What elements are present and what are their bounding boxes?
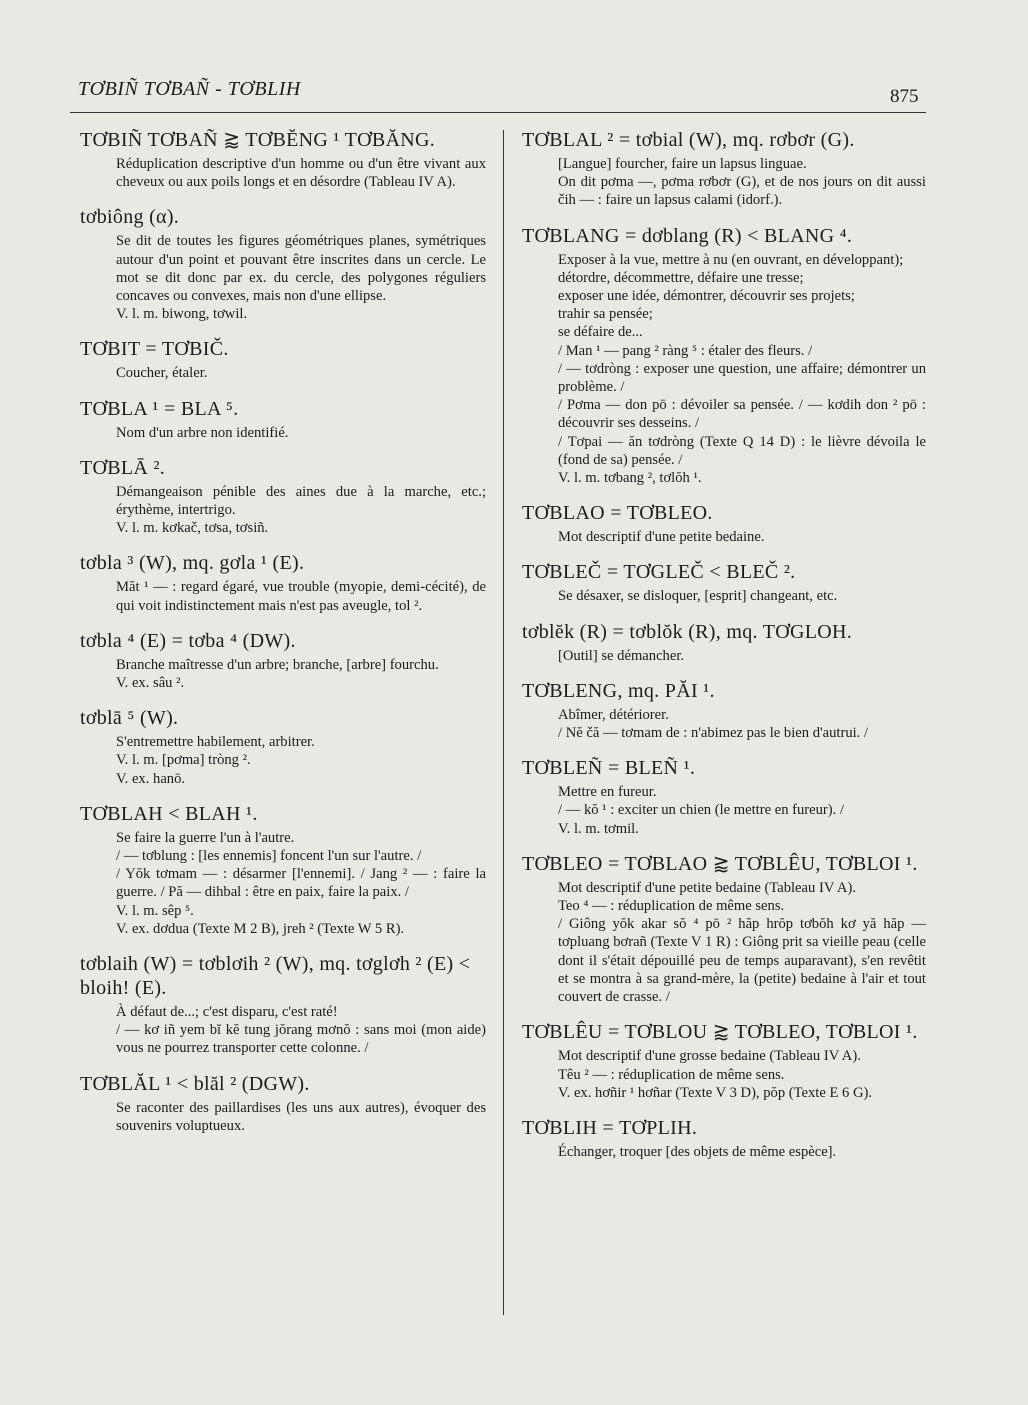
entry-spacer [522, 546, 926, 560]
entry-definition-line: V. ex. hanō. [116, 770, 186, 787]
entry-spacer [80, 615, 486, 629]
entry-definition-line: détordre, décommettre, défaire une tresse; [558, 269, 804, 286]
entry-definition-line: Abîmer, détériorer. [558, 706, 669, 723]
entry-definition-line: Branche maîtresse d'un arbre; branche, [arbre] fourchu. [116, 656, 439, 673]
entry-definition-line: exposer une idée, démontrer, découvrir ses projets; [558, 288, 855, 305]
entry-definition-line: V. l. m. sêp ⁵. [116, 902, 194, 919]
entry-definition-line: Mot descriptif d'une grosse bedaine (Tableau IV A). [558, 1048, 861, 1065]
entry-definition-line: S'entremettre habilement, arbitrer. [116, 734, 315, 751]
entry-headword: tơbiông (α). [80, 206, 180, 229]
dictionary-entry [80, 802, 486, 938]
entry-headword: TƠBLEO = TƠBLAO ⪆ TƠBLÊU, TƠBLOI ¹. [522, 852, 918, 875]
entry-headword: tơblaih (W) = tơblơih ² (W), mq. tơglơh ² (E) < bloih! (E). [80, 953, 471, 1000]
dictionary-entry [522, 620, 926, 665]
entry-spacer [522, 1006, 926, 1020]
dictionary-entry [80, 128, 486, 191]
entry-headword: TƠBLA ¹ = BLA ⁵. [80, 397, 239, 420]
entry-definition-line: / — tơdròng : exposer une question, une affaire; démontrer un problème. / [558, 360, 926, 396]
entry-definition-line: Coucher, étaler. [116, 365, 208, 382]
entry-spacer [522, 606, 926, 620]
right-column [522, 128, 926, 1175]
entry-spacer [522, 210, 926, 224]
entry-definition-line: Démangeaison pénible des aines due à la marche, etc.; érythème, intertrigo. [116, 483, 486, 519]
entry-definition-line: Échanger, troquer [des objets de même espèce]. [558, 1143, 837, 1160]
dictionary-entry [80, 629, 486, 692]
entry-definition-line: / — kŏ ¹ : exciter un chien (le mettre en fureur). / [558, 802, 845, 819]
entry-definition-line: V. l. m. kơkač, tơsa, tơsiñ. [116, 520, 269, 537]
entry-definition-line: V. ex. sâu ². [116, 675, 185, 692]
entry-definition-line: Se faire la guerre l'un à l'autre. [116, 829, 295, 846]
entry-definition-line: [Langue] fourcher, faire un lapsus linguae. [558, 156, 807, 172]
dictionary-entry [80, 551, 486, 614]
entry-definition-line: V. ex. hơñir ¹ hơñar (Texte V 3 D), pŏp (Texte E 6 G). [558, 1084, 873, 1101]
dictionary-entry [80, 706, 486, 788]
entry-headword: TƠBLANG = dơblang (R) < BLANG ⁴. [522, 224, 853, 247]
entry-spacer [522, 742, 926, 756]
dictionary-entry [80, 456, 486, 538]
entry-definition-line: Exposer à la vue, mettre à nu (en ouvrant, en développant); [558, 251, 904, 268]
entry-definition-line: / Tơpai — ăn tơdròng (Texte Q 14 D) : le lièvre dévoila le (fond de sa) pensée. / [558, 433, 926, 468]
entry-headword: tơblĕk (R) = tơblŏk (R), mq. TƠGLOH. [522, 620, 853, 643]
entry-definition-line: / Nĕ čă — tơmam de : n'abimez pas le bien d'autrui. / [558, 725, 869, 742]
dictionary-entry [80, 397, 486, 442]
entry-spacer [522, 665, 926, 679]
entry-headword: TƠBLEÑ = BLEÑ ¹. [522, 757, 696, 780]
entry-headword: TƠBLAH < BLAH ¹. [80, 802, 258, 825]
entry-definition-line: / Man ¹ — pang ² ràng ⁵ : étaler des fleurs. / [558, 342, 813, 359]
page-number: 875 [890, 86, 919, 107]
entry-definition-line: se défaire de... [558, 324, 643, 341]
entry-definition-line: [Outil] se démancher. [558, 647, 685, 664]
entry-headword: TƠBLAO = TƠBLEO. [522, 502, 713, 525]
entry-definition-line: / — tơblung : [les ennemis] foncent l'un sur l'autre. / [116, 848, 422, 865]
entry-headword: TƠBLIH = TƠPLIH. [522, 1116, 698, 1139]
dictionary-entry [522, 756, 926, 838]
entry-definition-line: Nom d'un arbre non identifié. [116, 424, 289, 441]
column-divider [503, 130, 504, 1315]
entry-headword: tơbla ³ (W), mq. gơla ¹ (E). [80, 552, 305, 575]
entry-definition-line: Mot descriptif d'une petite bedaine. [558, 529, 765, 546]
entry-headword: TƠBLAL ² = tơbial (W), mq. rơbơr (G). [522, 129, 855, 151]
dictionary-entry [522, 224, 926, 488]
entry-spacer [522, 1161, 926, 1175]
entry-definition-line: / Pơma — don pō : dévoiler sa pensée. / — kơdih don ² pō : découvrir ses desseins. / [558, 397, 926, 432]
entry-spacer [80, 938, 486, 952]
entry-definition-line: Măt ¹ — : regard égaré, vue trouble (myopie, demi-cécité), de qui voit indistinctement mais n'est pas aveugle, tol ². [116, 579, 486, 614]
running-head: TƠBIÑ TƠBAÑ - TƠBLIH [78, 78, 301, 100]
entry-definition-line: trahir sa pensée; [558, 306, 653, 323]
entry-headword: tơbla ⁴ (E) = tơba ⁴ (DW). [80, 629, 296, 652]
entry-spacer [80, 1058, 486, 1072]
entry-spacer [522, 1102, 926, 1116]
entry-headword: TƠBLENG, mq. PĂI ¹. [522, 679, 715, 702]
dictionary-entry [80, 1072, 486, 1135]
dictionary-entry [80, 337, 486, 382]
entry-spacer [80, 383, 486, 397]
entry-headword: TƠBLÊU = TƠBLOU ⪆ TƠBLEO, TƠBLOI ¹. [522, 1021, 918, 1044]
entry-spacer [522, 838, 926, 852]
left-column [80, 128, 486, 1149]
dictionary-entry [522, 852, 926, 1006]
entry-definition-line: / Giông yŏk akar sŏ ⁴ pō ² hăp hrŏp tơbŏh kơ yă hăp — tơpluang bơrañ (Texte V 1 R) : Giông prit sa vieille peau (celle dont il s'était dépouillé peu de temps auparavant), s'en revêtit et se montra à sa grand-mère, la (petite) bedaine à l'air et tout couvert de crasse. / [558, 916, 926, 1006]
entry-definition-line: Têu ² — : réduplication de même sens. [558, 1066, 785, 1083]
header-rule [70, 112, 926, 113]
entry-definition-line: Se dit de toutes les figures géométriques planes, symétriques autour d'un point et pouvant être inscrites dans un cercle. Le mot se dit donc par ex. du cercle, des polygones réguliers concaves ou convexes, mais non d'une ellipse. [116, 233, 486, 305]
entry-definition-line: V. l. m. tơmil. [558, 820, 639, 837]
entry-spacer [522, 487, 926, 501]
dictionary-entry [80, 952, 486, 1058]
entry-spacer [80, 692, 486, 706]
entry-definition-line: / Yŏk tơmam — : désarmer [l'ennemi]. / Jang ² — : faire la guerre. / Pă — dihbal : être en paix, faire la paix. / [116, 866, 486, 901]
entry-definition-line: Teo ⁴ — : réduplication de même sens. [558, 898, 785, 915]
entry-definition-line: À défaut de...; c'est disparu, c'est raté! [116, 1004, 338, 1021]
entry-spacer [80, 537, 486, 551]
entry-definition-line: Mot descriptif d'une petite bedaine (Tableau IV A). [558, 879, 856, 896]
entry-spacer [80, 442, 486, 456]
entry-definition-line: Mettre en fureur. [558, 784, 657, 801]
dictionary-entry [522, 679, 926, 742]
entry-definition-line: V. l. m. [pơma] tròng ². [116, 752, 251, 769]
entry-spacer [80, 191, 486, 205]
dictionary-entry [80, 205, 486, 323]
dictionary-entry [522, 128, 926, 210]
entry-definition-line: V. ex. dơdua (Texte M 2 B), jreh ² (Texte W 5 R). [116, 920, 405, 937]
entry-headword: TƠBLEČ = TƠGLEČ < BLEČ ². [522, 561, 796, 584]
entry-definition-line: V. l. m. biwong, tơwil. [116, 306, 248, 323]
entry-headword: tơblā ⁵ (W). [80, 707, 179, 730]
entry-definition-line: Se désaxer, se disloquer, [esprit] changeant, etc. [558, 588, 838, 605]
entry-definition-line: On dit pơma —, pơma rơbơr (G), et de nos jours on dit aussi čih — : faire un lapsus calami (idorf.). [558, 174, 926, 209]
dictionary-entry [522, 1020, 926, 1102]
entry-definition-line: Réduplication descriptive d'un homme ou d'un être vivant aux cheveux ou aux poils longs et en désordre (Tableau IV A). [116, 156, 486, 191]
dictionary-entry [522, 560, 926, 605]
entry-headword: TƠBIT = TƠBIČ. [80, 338, 229, 361]
entry-spacer [80, 788, 486, 802]
entry-headword: TƠBIÑ TƠBAÑ ⪆ TƠBĔNG ¹ TƠBĂNG. [80, 129, 436, 151]
entry-headword: TƠBLĂL ¹ < blăl ² (DGW). [80, 1072, 310, 1095]
entry-spacer [80, 323, 486, 337]
entry-definition-line: Se raconter des paillardises (les uns aux autres), évoquer des souvenirs voluptueux. [116, 1099, 486, 1134]
dictionary-entry [522, 1116, 926, 1161]
entry-headword: TƠBLĀ ². [80, 456, 166, 479]
dictionary-entry [522, 501, 926, 546]
entry-spacer [80, 1135, 486, 1149]
entry-definition-line: / — kơ iñ yem bĭ kĕ tung jŏrang mơnŏ : sans moi (mon aide) vous ne pourrez transporter cette colonne. / [116, 1022, 486, 1057]
entry-definition-line: V. l. m. tơbang ², tơlŏh ¹. [558, 470, 702, 487]
